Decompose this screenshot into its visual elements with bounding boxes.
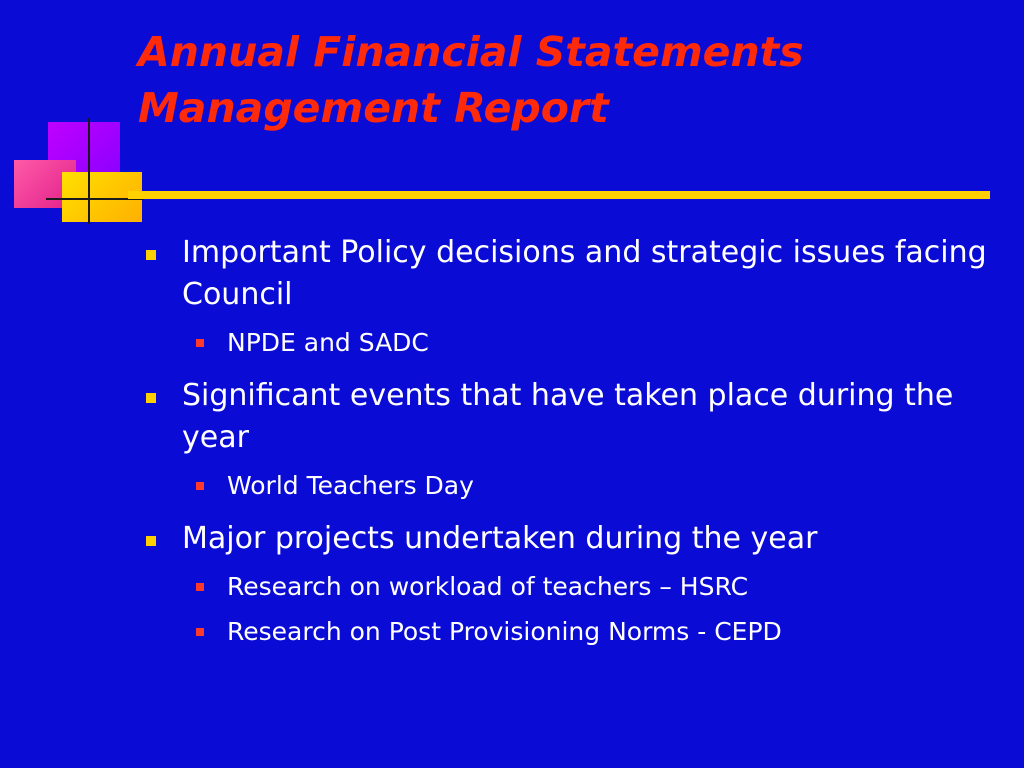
secondary-bullet-text: NPDE and SADC xyxy=(227,328,429,357)
vertical-line-decoration xyxy=(88,118,90,224)
small-square-bullet-icon xyxy=(196,628,204,636)
square-bullet-icon xyxy=(146,536,156,546)
secondary-bullet-text: World Teachers Day xyxy=(227,471,474,500)
bullet-group-1 xyxy=(142,232,1002,365)
bullet-group-2 xyxy=(142,375,1002,508)
bullet-group-3 xyxy=(142,518,1002,654)
slide-title-line-2: Management Report xyxy=(138,84,609,132)
square-bullet-icon xyxy=(146,393,156,403)
slide-title xyxy=(138,24,804,136)
secondary-bullet-item xyxy=(142,463,1002,508)
bullet-list xyxy=(142,232,1002,654)
secondary-bullet-item xyxy=(142,609,1002,654)
small-square-bullet-icon xyxy=(196,482,204,490)
secondary-bullet-item xyxy=(142,320,1002,365)
secondary-bullet-item xyxy=(142,564,1002,609)
square-bullet-icon xyxy=(146,250,156,260)
primary-bullet-text: Important Policy decisions and strategic issues facing Council xyxy=(182,235,987,312)
small-square-bullet-icon xyxy=(196,339,204,347)
primary-bullet-item xyxy=(142,232,1002,316)
primary-bullet-text: Major projects undertaken during the year xyxy=(182,521,818,556)
slide-title-line-1: Annual Financial Statements xyxy=(138,28,804,76)
bullet-content xyxy=(142,232,1002,664)
secondary-bullet-text: Research on Post Provisioning Norms - CEPD xyxy=(227,617,782,646)
secondary-bullet-text: Research on workload of teachers – HSRC xyxy=(227,572,749,601)
primary-bullet-item xyxy=(142,375,1002,459)
small-square-bullet-icon xyxy=(196,583,204,591)
primary-bullet-item xyxy=(142,518,1002,560)
primary-bullet-text: Significant events that have taken place during the year xyxy=(182,378,954,455)
title-divider-rule xyxy=(128,191,990,199)
